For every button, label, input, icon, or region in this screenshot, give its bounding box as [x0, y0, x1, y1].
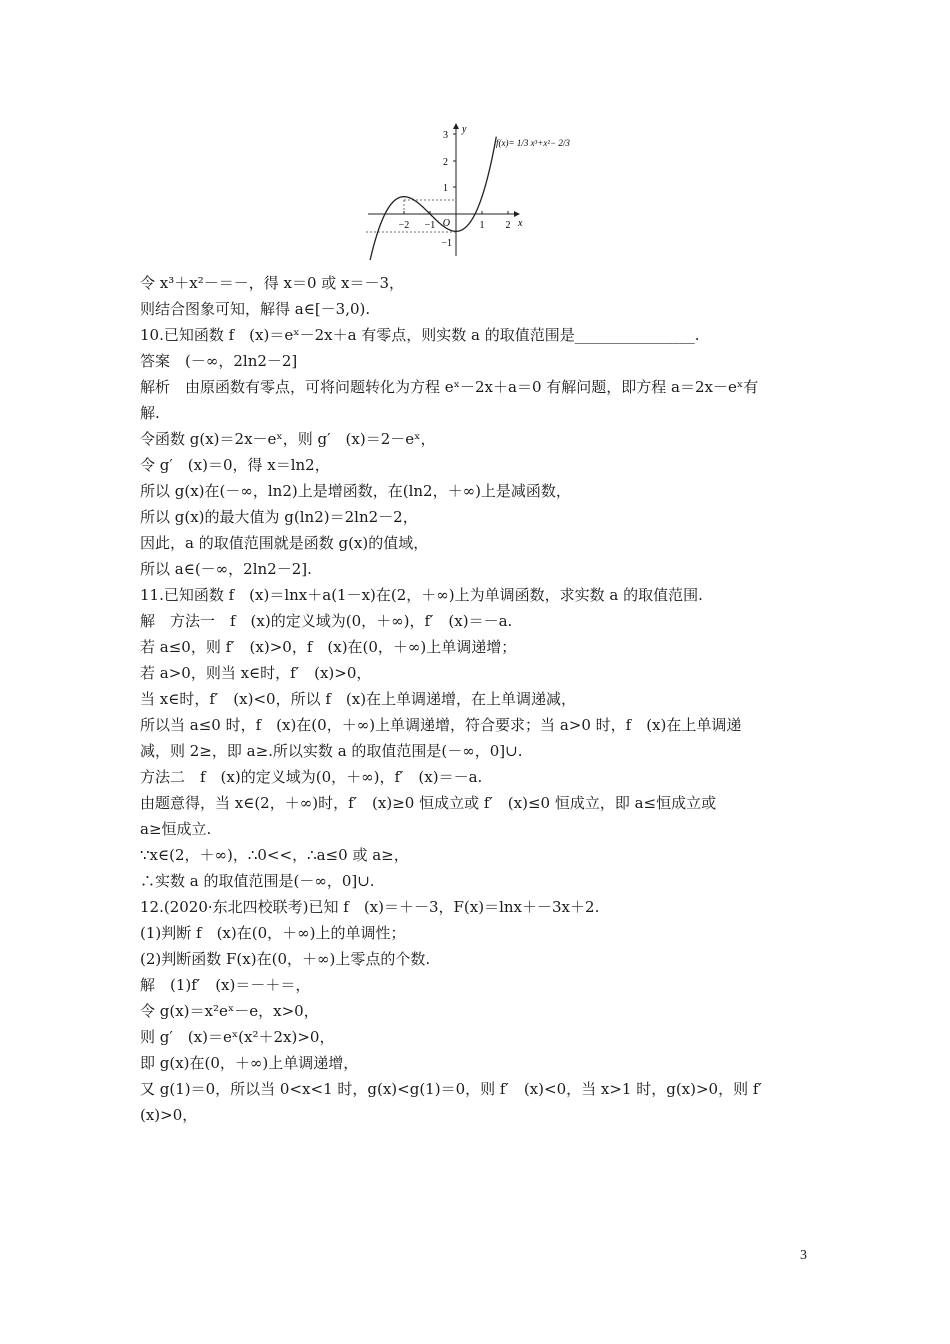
text-line: 解 方法一 f (x)的定义域为(0，＋∞)，f′ (x)＝－a. — [140, 612, 513, 630]
solution-text — [140, 270, 820, 1128]
x-tick-label-2: 2 — [505, 220, 511, 231]
x-axis-label: x — [518, 218, 523, 229]
text-line: 令 g′ (x)＝0，得 x＝ln2， — [140, 456, 330, 474]
text-line: 令 x³＋x²－＝－，得 x＝0 或 x＝－3， — [140, 274, 405, 292]
x-tick-label-1: 1 — [479, 220, 485, 231]
text-line: 因此，a 的取值范围就是函数 g(x)的值域， — [140, 534, 429, 552]
text-line: (1)判断 f (x)在(0，＋∞)上的单调性； — [140, 924, 406, 942]
text-line: 所以 a∈(－∞，2ln2－2]. — [140, 560, 312, 578]
text-line: 令函数 g(x)＝2x－eˣ，则 g′ (x)＝2－eˣ， — [140, 430, 436, 448]
text-line: 解. — [140, 404, 160, 422]
y-tick-label-3: 3 — [443, 130, 448, 141]
function-graph — [364, 120, 584, 260]
text-line: 答案 (－∞，2ln2－2] — [140, 352, 298, 370]
text-line: 则 g′ (x)＝eˣ(x²＋2x)>0， — [140, 1028, 335, 1046]
text-line: 则结合图象可知，解得 a∈[－3,0). — [140, 300, 371, 318]
y-tick-label-neg1: −1 — [441, 238, 452, 249]
text-line: 所以当 a≤0 时，f (x)在(0，＋∞)上单调递增，符合要求；当 a>0 时，f (x)在上单调递 — [140, 716, 742, 734]
text-line: 若 a≤0，则 f′ (x)>0，f (x)在(0，＋∞)上单调递增； — [140, 638, 517, 656]
x-tick-label-neg2: −2 — [398, 220, 410, 231]
text-line: 所以 g(x)在(－∞，ln2)上是增函数，在(ln2，＋∞)上是减函数， — [140, 482, 571, 500]
text-line: 令 g(x)＝x²eˣ－e，x>0， — [140, 1002, 319, 1020]
text-line: 解析 由原函数有零点，可将问题转化为方程 eˣ－2x＋a＝0 有解问题，即方程 a＝2x－eˣ有 — [140, 378, 759, 396]
y-axis-arrow — [453, 123, 459, 129]
text-line: 10.已知函数 f (x)＝eˣ－2x＋a 有零点，则实数 a 的取值范围是________________. — [140, 326, 700, 344]
y-axis-label: y — [462, 124, 467, 135]
function-curve — [368, 137, 497, 260]
x-axis-arrow — [514, 211, 520, 217]
x-tick-label-neg1: −1 — [424, 220, 436, 231]
text-line: 解 (1)f′ (x)＝－＋＝， — [140, 976, 311, 994]
text-line: 方法二 f (x)的定义域为(0，＋∞)，f′ (x)＝－a. — [140, 768, 483, 786]
text-line: 12.(2020·东北四校联考)已知 f (x)＝＋－3，F(x)＝lnx＋－3x＋2. — [140, 898, 600, 916]
text-line: 减，则 2≥，即 a≥.所以实数 a 的取值范围是(－∞，0]∪. — [140, 742, 523, 760]
text-line: 由题意得，当 x∈(2，＋∞)时，f′ (x)≥0 恒成立或 f′ (x)≤0 恒成立，即 a≤恒成立或 — [140, 794, 717, 812]
text-line: 若 a>0，则当 x∈时，f′ (x)>0， — [140, 664, 372, 682]
text-line: (x)>0， — [140, 1106, 198, 1124]
page-number: 3 — [800, 1248, 807, 1263]
text-line: 所以 g(x)的最大值为 g(ln2)＝2ln2－2， — [140, 508, 418, 526]
text-line: 即 g(x)在(0，＋∞)上单调递增， — [140, 1054, 359, 1072]
text-line: ∴实数 a 的取值范围是(－∞，0]∪. — [140, 872, 375, 890]
y-tick-label-2: 2 — [443, 157, 448, 168]
text-line: (2)判断函数 F(x)在(0，＋∞)上零点的个数. — [140, 950, 431, 968]
text-line: ∵x∈(2，＋∞)，∴0<<，∴a≤0 或 a≥， — [140, 846, 409, 864]
origin-label: O — [442, 218, 450, 229]
y-tick-label-1: 1 — [443, 183, 448, 194]
text-line: 11.已知函数 f (x)＝lnx＋a(1－x)在(2，＋∞)上为单调函数，求实数 a 的取值范围. — [140, 586, 703, 604]
text-line: 又 g(1)＝0，所以当 0<x<1 时，g(x)<g(1)＝0，则 f′ (x)<0，当 x>1 时，g(x)>0，则 f′ — [140, 1080, 762, 1098]
function-label: f(x)= 1/3 x³+x²− 2/3 — [496, 138, 570, 148]
text-line: a≥恒成立. — [140, 820, 212, 838]
text-line: 当 x∈时，f′ (x)<0，所以 f (x)在上单调递增，在上单调递减， — [140, 690, 577, 708]
